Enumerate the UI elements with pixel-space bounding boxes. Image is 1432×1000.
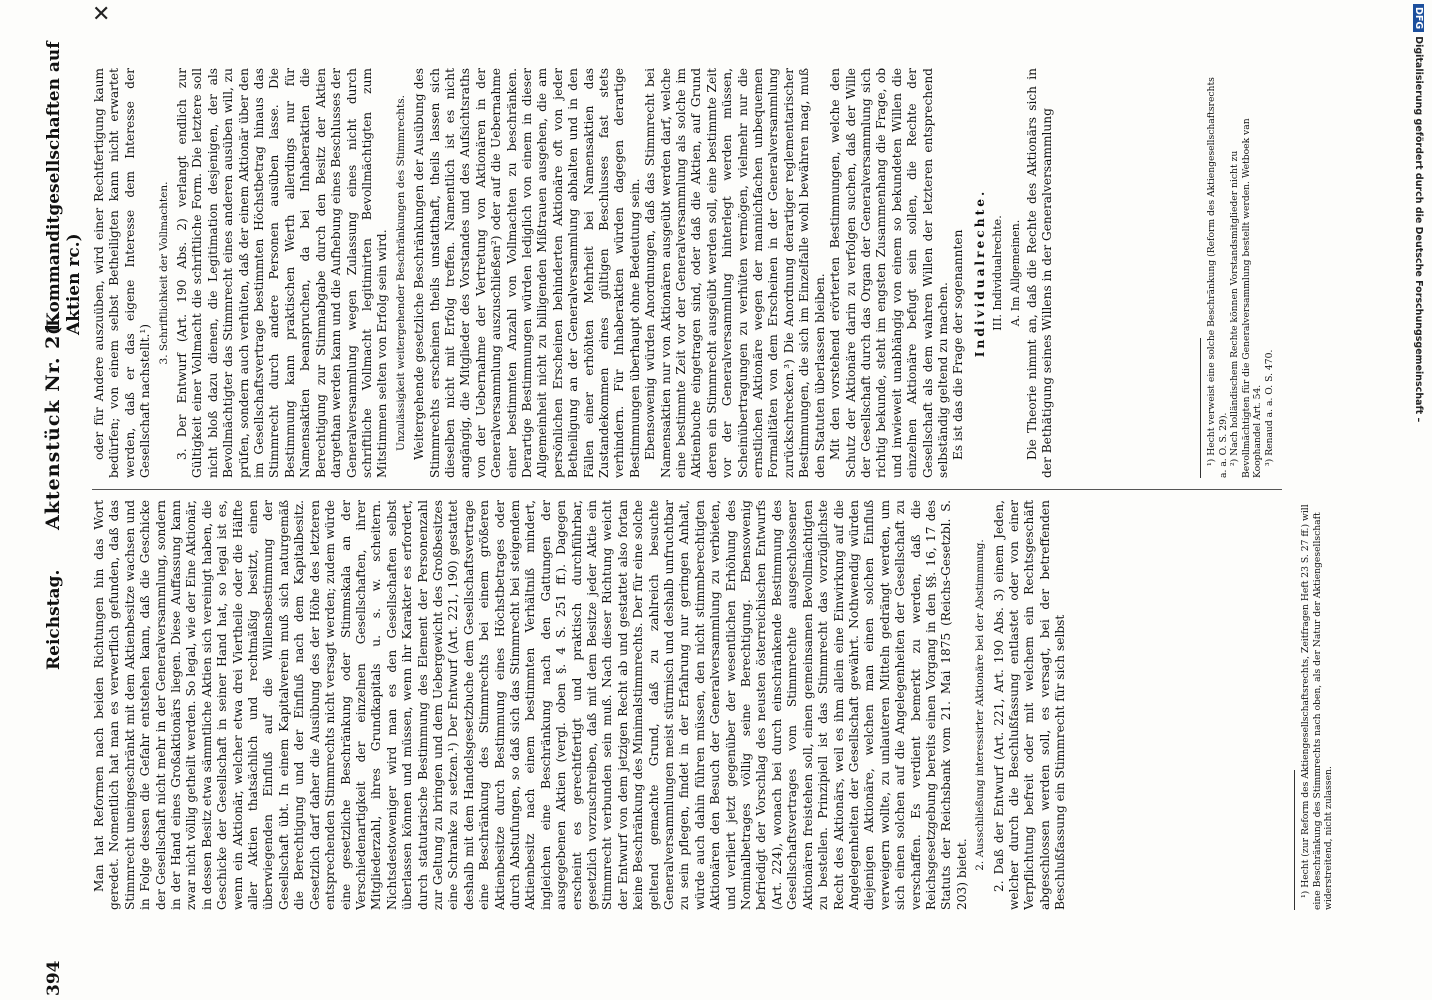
column-divider: [92, 489, 1282, 490]
right-section-subheading: III. Individualrechte.: [991, 215, 1005, 331]
right-column: [92, 68, 1192, 478]
right-section-heading: Individualrechte.: [972, 188, 987, 358]
right-footnote-rule: [1200, 338, 1201, 478]
columns-region: [82, 0, 1372, 1000]
dfg-side-note: [1410, 4, 1428, 994]
document-title: Aktenstück Nr. 21.: [42, 312, 64, 530]
right-footnote-3: ³) Renaud a. a. O. S. 470.: [1263, 349, 1275, 466]
left-subheading: 2. Ausschließung interessirter Aktionäre bei der Abstimmung.: [974, 539, 987, 871]
running-title: Reichstag.: [44, 569, 64, 670]
right-paragraph-1: oder für Andere auszuüben, wird einer Rechtfertigung kaum bedürfen; von einem selbst Betheiligten kann nicht erwartet werden, daß er das eigene Interesse dem Interesse der Gesellschaft nachstellt.¹): [92, 68, 153, 478]
right-paragraph-6: Es ist das die Frage der sogenannten: [951, 229, 966, 460]
left-footnotes: [1300, 500, 1360, 910]
left-paragraph-2: 2. Daß der Entwurf (Art. 221, Art. 190 Abs. 3) einem Jeden, welcher durch die Beschlußfassung entlastet oder von einer Verpflichtung befreit oder mit welchem ein Rechtsgeschäft abgeschlossen werden soll, es versagt, bei der betreffenden Beschlußfassung ein Stimmrecht für sich selbst: [991, 500, 1068, 910]
right-paragraph-2: 3. Der Entwurf (Art. 190 Abs. 2) verlangt endlich zur Gültigkeit einer Vollmacht die schriftliche Form. Die letztere soll nicht bloß dazu dienen, die Legitimation desjenigen, der als Bevollmächtigter das Stimmrecht eines anderen ausüben will, zu prüfen, sondern auch verhüten, daß der einem Aktionär über den im Gesellschaftsvertrage bestimmten Höchstbetrag hinaus das Stimmrecht durch andere Personen ausüben lasse. Die Bestimmung kann praktischen Werth allerdings nur für Namensaktien beanspruchen, da bei Inhaberaktien die Berechtigung zur Stimmabgabe durch den Besitz der Aktien dargethan werden kann und die Aufhebung eines Beschlusses der Generalversammlung wegen Zulassung eines nicht durch schriftliche Vollmacht legitimirten Bevollmächtigten zum Mitstimmen selten von Erfolg sein wird.: [175, 68, 390, 478]
page-header: [38, 0, 84, 1000]
left-column: [92, 500, 1282, 910]
right-paragraph-7: Die Theorie nimmt an, daß die Rechte des Aktionärs sich in der Bethätigung seines Willens in der Generalversammlung: [1024, 68, 1055, 478]
left-paragraph-1: Man hat Reformen nach beiden Richtungen hin das Wort geredet. Nomentlich hat man es verwerflich gefunden, daß das Stimmrecht uneingeschränkt mit dem Aktienbesitze wachsen und in Folge dessen die Gefahr entstehen kann, daß die Geschicke der Gesellschaft nicht mehr in der Generalversammlung, sondern in der Hand eines Großaktionärs liegen. Diese Auffassung kann zwar nicht völlig getheilt werden. So legal, wie der Eine Aktionär, in dessen Besitz etwa sämmtliche Aktien sich vereinigt haben, die Geschicke der Gesellschaft in seiner Hand hat, so legal ist es, wenn ein Aktionär, welcher etwa drei Viertheile oder die Hälfte aller Aktien thatsächlich und rechtmäßig besitzt, einen überwiegenden Einfluß auf die Willensbestimmung der Gesellschaft übt. In einem Kapitalverein muß sich naturgemäß die Berechtigung und der Einfluß nach dem Kapitalbesitz. Gesetzlich darf daher die Ausübung des der Höhe des letzteren entsprechenden Stimmrechts nicht versagt werden; zudem würde eine gesetzliche Beschränkung oder Stimmskala an der Verschiedenartigkeit der einzelnen Gesellschaften, ihrer Mitgliederzahl, ihres Grundkapitals u. s. w. scheitern. Nichtsdestoweniger wird man es den Gesellschaften selbst überlassen können und müssen, wenn ihr Karakter es erfordert, durch statutarische Bestimmung des Element der Personenzahl zur Geltung zu bringen und dem Uebergewicht des Großbesitzes eine Schranke zu setzen.¹) Der Entwurf (Art. 221, 190) gestattet deshalb mit dem Handelsgesetzbuche dem Gesellschaftsvertrage eine Beschränkung des Stimmrechts bei einem größeren Aktienbesitze durch Bestimmung eines Höchstbetrages oder durch Abstufungen, so daß sich das Stimmrecht bei steigendem Aktienbesitz nach einem bestimmten Verhältniß mindert, ingleichen eine Beschränkung nach den Gattungen der ausgegebenen Aktien (vergl. oben §. 4 S. 251 ff.). Dagegen erscheint es gerechtfertigt und praktisch durchführbar, gesetzlich vorzuschreiben, daß mit dem Besitze jeder Aktie ein Stimmrecht verbunden sein muß. Nach dieser Richtung weicht der Entwurf von dem jetzigen Recht ab und gestattet also fortan keine Beschränkung des Minimalstimmrechts. Der für eine solche geltend gemachte Grund, daß zu zahlreich besuchte Generalversammlungen meist stürmisch und deshalb unfruchtbar zu sein pflegen, findet in der Erfahrung nur geringen Anhalt, würde auch dahin führen müssen, den nicht stimmberechtigten Aktionären den Besuch der Generalversammlung zu verbieten, und verliert jetzt gegenüber der wesentlichen Erhöhung des Nominalbetrages völlig seine Berechtigung. Ebensowenig befriedigt der Vorschlag des neusten österreichischen Entwurfs (Art. 224), wonach bei durch einschränkende Bestimmung des Gesellschaftsvertrages vom Stimmrechte ausgeschlossener Aktionären freistehen soll, einen gemeinsamen Bevollmächtigten zu bestellen. Prinzipiell ist das Stimmrecht das vorzüglichste Recht des Aktionärs, weil es ihm allein eine Einwirkung auf die Angelegenheiten der Gesellschaft gewährt. Nothwendig würden diejenigen Aktionäre, welchen man einen solchen Einfluß verweigern wollte, zu unlauteren Mitteln gedrängt werden, um sich einen solchen auf die Angelegenheiten der Gesellschaft zu verschaffen. Es verdient bemerkt zu werden, daß die Reichsgesetzgebung bereits einen Vorgang in den §§. 16, 17 des Statuts der Reichsbank vom 21. Mai 1875 (Reichs-Gesetzbl. S. 203) bietet.: [92, 500, 969, 910]
dfg-side-text: Digitalisierung gefördert durch die Deutsche Forschungsgemeinschaft –: [1413, 36, 1424, 423]
page-number: 394: [44, 960, 64, 996]
section-title: (Kommanditgesellschaften auf Aktien rc.): [44, 41, 84, 335]
right-footnote-2: ²) Nach holländischem Rechte können Vorstandsmitglieder nicht zu Bevollmächtigten für die Generalversammlung bestellt werden. Wetboek van Koophandel Art. 54.: [1229, 118, 1263, 478]
right-subheading-2: Unzulässigkeit weitergehender Beschränkungen des Stimmrechts.: [394, 95, 407, 451]
right-section-subsubheading: A. Im Allgemeinen.: [1008, 219, 1022, 327]
right-paragraph-4: Ebensowenig würden Anordnungen, daß das Stimmrecht bei Namensaktien nur von Aktionären ausgeübt werden darf, welche eine bestimmte Zeit vor der Generalversammlung als solche im Aktienbuche eingetragen sind, oder daß die Aktien, auf Grund deren ein Stimmrecht ausgeübt werden soll, eine bestimmte Zeit vor der Generalversammlung hinterlegt werden müssen, Scheinübertragungen zu verhüten vermögen, vielmehr nur die ernstlichen Aktionäre wegen der mannichfachen unbequemen Formalitäten von dem Erscheinen in der Generalversammlung zurückschrecken.³) Die Anordnung derartiger reglementarischer Bestimmungen, die sich im Einzelfalle wohl bewähren mag, muß den Statuten überlassen bleiben.: [643, 68, 827, 478]
left-footnote-rule: [1294, 770, 1295, 910]
right-paragraph-3: Weitergehende gesetzliche Beschränkungen der Ausübung des Stimmrechts erscheinen theils unstatthaft, theils lassen sich dieselben nicht mit Erfolg treffen. Namentlich ist es nicht angängig, die Mitglieder des Vorstandes und des Aufsichtsraths von der Uebernahme der Vertretung von Aktionären in der Generalversammlung auszuschließen²) oder auf die Uebernahme einer bestimmten Anzahl von Vollmachten zu beschränken. Derartige Bestimmungen würden lediglich von einem in dieser Allgemeinheit nicht zu billigenden Mißtrauen ausgehen, die am persönlichen Erscheinen behinderten Aktionäre oft von jeder Betheiligung an der Generalversammlung abhalten und in den Fällen einer erhöhten Mehrheit bei Namensaktien das Zustandekommen eines gültigen Beschlusses fast stets verhindern. Für Inhaberaktien würden dagegen derartige Bestimmungen überhaupt ohne Bedeutung sein.: [412, 68, 642, 478]
right-footnote-1: ¹) Hecht verweist eine solche Beschränkung (Reform des Aktiengesellschaftsrechts a. a. O. S. 29).: [1206, 77, 1229, 478]
right-paragraph-5: Mit den vorstehend erörterten Bestimmungen, welche den Schutz der Aktionäre darin zu verfolgen suchen, daß der Wille der Gesellschaft durch das Organ der Generalversammlung sich richtig bekunde, steht im engsten Zusammenhang die Frage, ob und inwieweit unabhängig von einem so bekundeten Willen die einzelnen Aktionäre befugt sein sollen, die Rechte der Gesellschaft als dem wahren Willen der letzteren entsprechend selbständig geltend zu machen.: [828, 68, 950, 478]
left-footnote-1: ¹) Hecht (zur Reform des Aktiengesellschaftsrechts, Zeitfragen Heft 23 S. 27 ff.) will eine Beschränkung des Stimmrechts nach oben, als der Natur der Aktiengesellschaft widerstreitend, nicht zulassen.: [1300, 504, 1334, 910]
right-footnotes: [1206, 68, 1356, 478]
right-subheading-1: 3. Schriftlichkeit der Vollmachten.: [157, 181, 170, 365]
pen-mark: ✕: [92, 2, 111, 27]
rotated-page-body: [12, 0, 1392, 1000]
dfg-logo-badge: DFG: [1413, 4, 1424, 32]
